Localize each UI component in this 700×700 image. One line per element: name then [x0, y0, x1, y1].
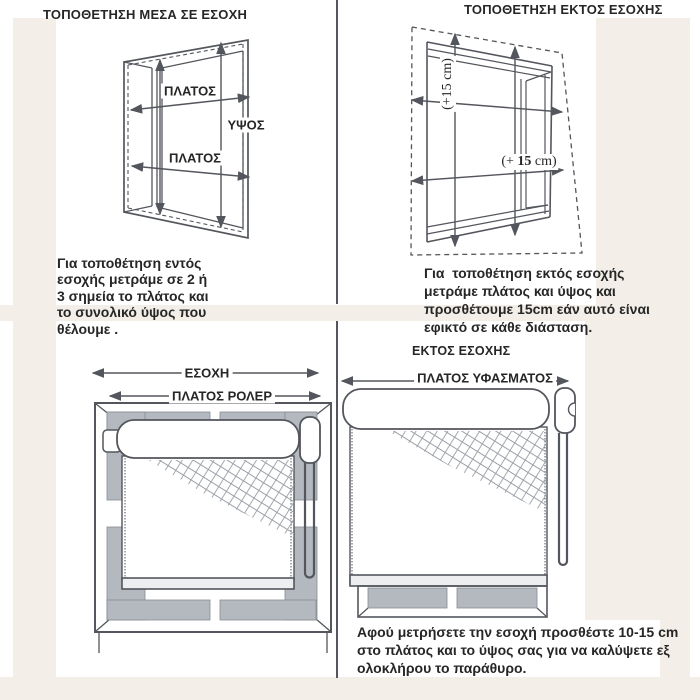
inside-recess-window-sketch: [90, 30, 275, 245]
bottom-bar: [122, 578, 294, 589]
fabric-width-label: ΠΛΑΤΟΣ ΥΦΑΣΜΑΤΟΣ: [414, 371, 556, 386]
paragraph-line: ολοκλήρου το παράθυρο.: [357, 660, 527, 676]
roller-tube: [343, 389, 549, 429]
paragraph-line: προσθέτουμε 15cm εάν αυτό είναι: [424, 301, 650, 317]
page-margin-left: [13, 18, 56, 677]
plus-15cm-vertical-label: (+15 cm): [440, 58, 455, 110]
bottom-bar: [350, 575, 547, 586]
dimension-arrows: [412, 34, 563, 246]
outside-recess-measuring-note: [357, 623, 678, 677]
paragraph-line: Για τοποθέτηση εκτός εσοχής: [424, 265, 625, 281]
section-title-outside-recess: ΤΟΠΟΘΕΤΗΣΗ ΕΚΤΟΣ ΕΣΟΧΗΣ: [464, 2, 663, 17]
outside-recess-instructions: [424, 264, 650, 336]
roller-blind: [103, 417, 320, 589]
page-margin-right-bottom: [585, 321, 690, 620]
chain: [559, 433, 567, 565]
bracket-notch: [569, 403, 576, 416]
plus-15cm-horizontal-label: [499, 154, 558, 170]
paragraph-line: στο πλάτος και το ύψος σας για να καλύψετε εξ: [357, 642, 670, 658]
paragraph-line: θέλουμε .: [57, 320, 119, 337]
label-part: (+: [501, 154, 518, 169]
label-part: 15: [517, 154, 532, 169]
vertical-divider-top: [336, 0, 338, 304]
roller-tube: [117, 420, 299, 458]
recess-frame: [124, 40, 248, 238]
paragraph-line: Για τοποθέτηση εντός: [57, 255, 202, 271]
right-bracket: [300, 417, 320, 463]
width-label-bottom: ΠΛΑΤΟΣ: [166, 151, 224, 166]
width-label-top: ΠΛΑΤΟΣ: [161, 84, 219, 99]
roller-width-label: ΠΛΑΤΟΣ ΡΟΛΕΡ: [169, 389, 275, 404]
height-label: ΥΨΟΣ: [224, 118, 267, 133]
page-margin-right-top: [596, 18, 690, 305]
roller-blind: [343, 388, 575, 586]
paragraph-line: εφικτό σε κάθε διάσταση.: [424, 319, 593, 335]
inside-recess-instructions: [57, 255, 209, 337]
paragraph-line: εσοχής μετράμε σε 2 ή: [57, 271, 208, 288]
page-margin-bottom: [0, 677, 700, 700]
section-title-inside-recess: ΤΟΠΟΘΕΤΗΣΗ ΜΕΣΑ ΣΕ ΕΣΟΧΗ: [43, 7, 248, 22]
section-heading-outside-recess: ΕΚΤΟΣ ΕΣΟΧΗΣ: [412, 344, 511, 358]
outside-recess-window-sketch: [400, 15, 590, 260]
roller-inside-recess-sketch: [85, 360, 340, 665]
paragraph-line: το συνολικό ύψος που: [57, 304, 207, 321]
roller-outside-recess-sketch: [340, 365, 585, 625]
paragraph-line: 3 σημεία το πλάτος και: [57, 287, 209, 304]
paragraph-line: μετράμε πλάτος και ύψος και: [424, 283, 616, 299]
recess-width-label: ΕΣΟΧΗ: [182, 366, 233, 381]
paragraph-line: Αφού μετρήσετε την εσοχή προσθέστε 10-15 cm: [357, 624, 679, 640]
dimension-arrows: [131, 43, 249, 227]
window-below-blind: [358, 586, 547, 617]
label-part: cm): [531, 154, 557, 169]
